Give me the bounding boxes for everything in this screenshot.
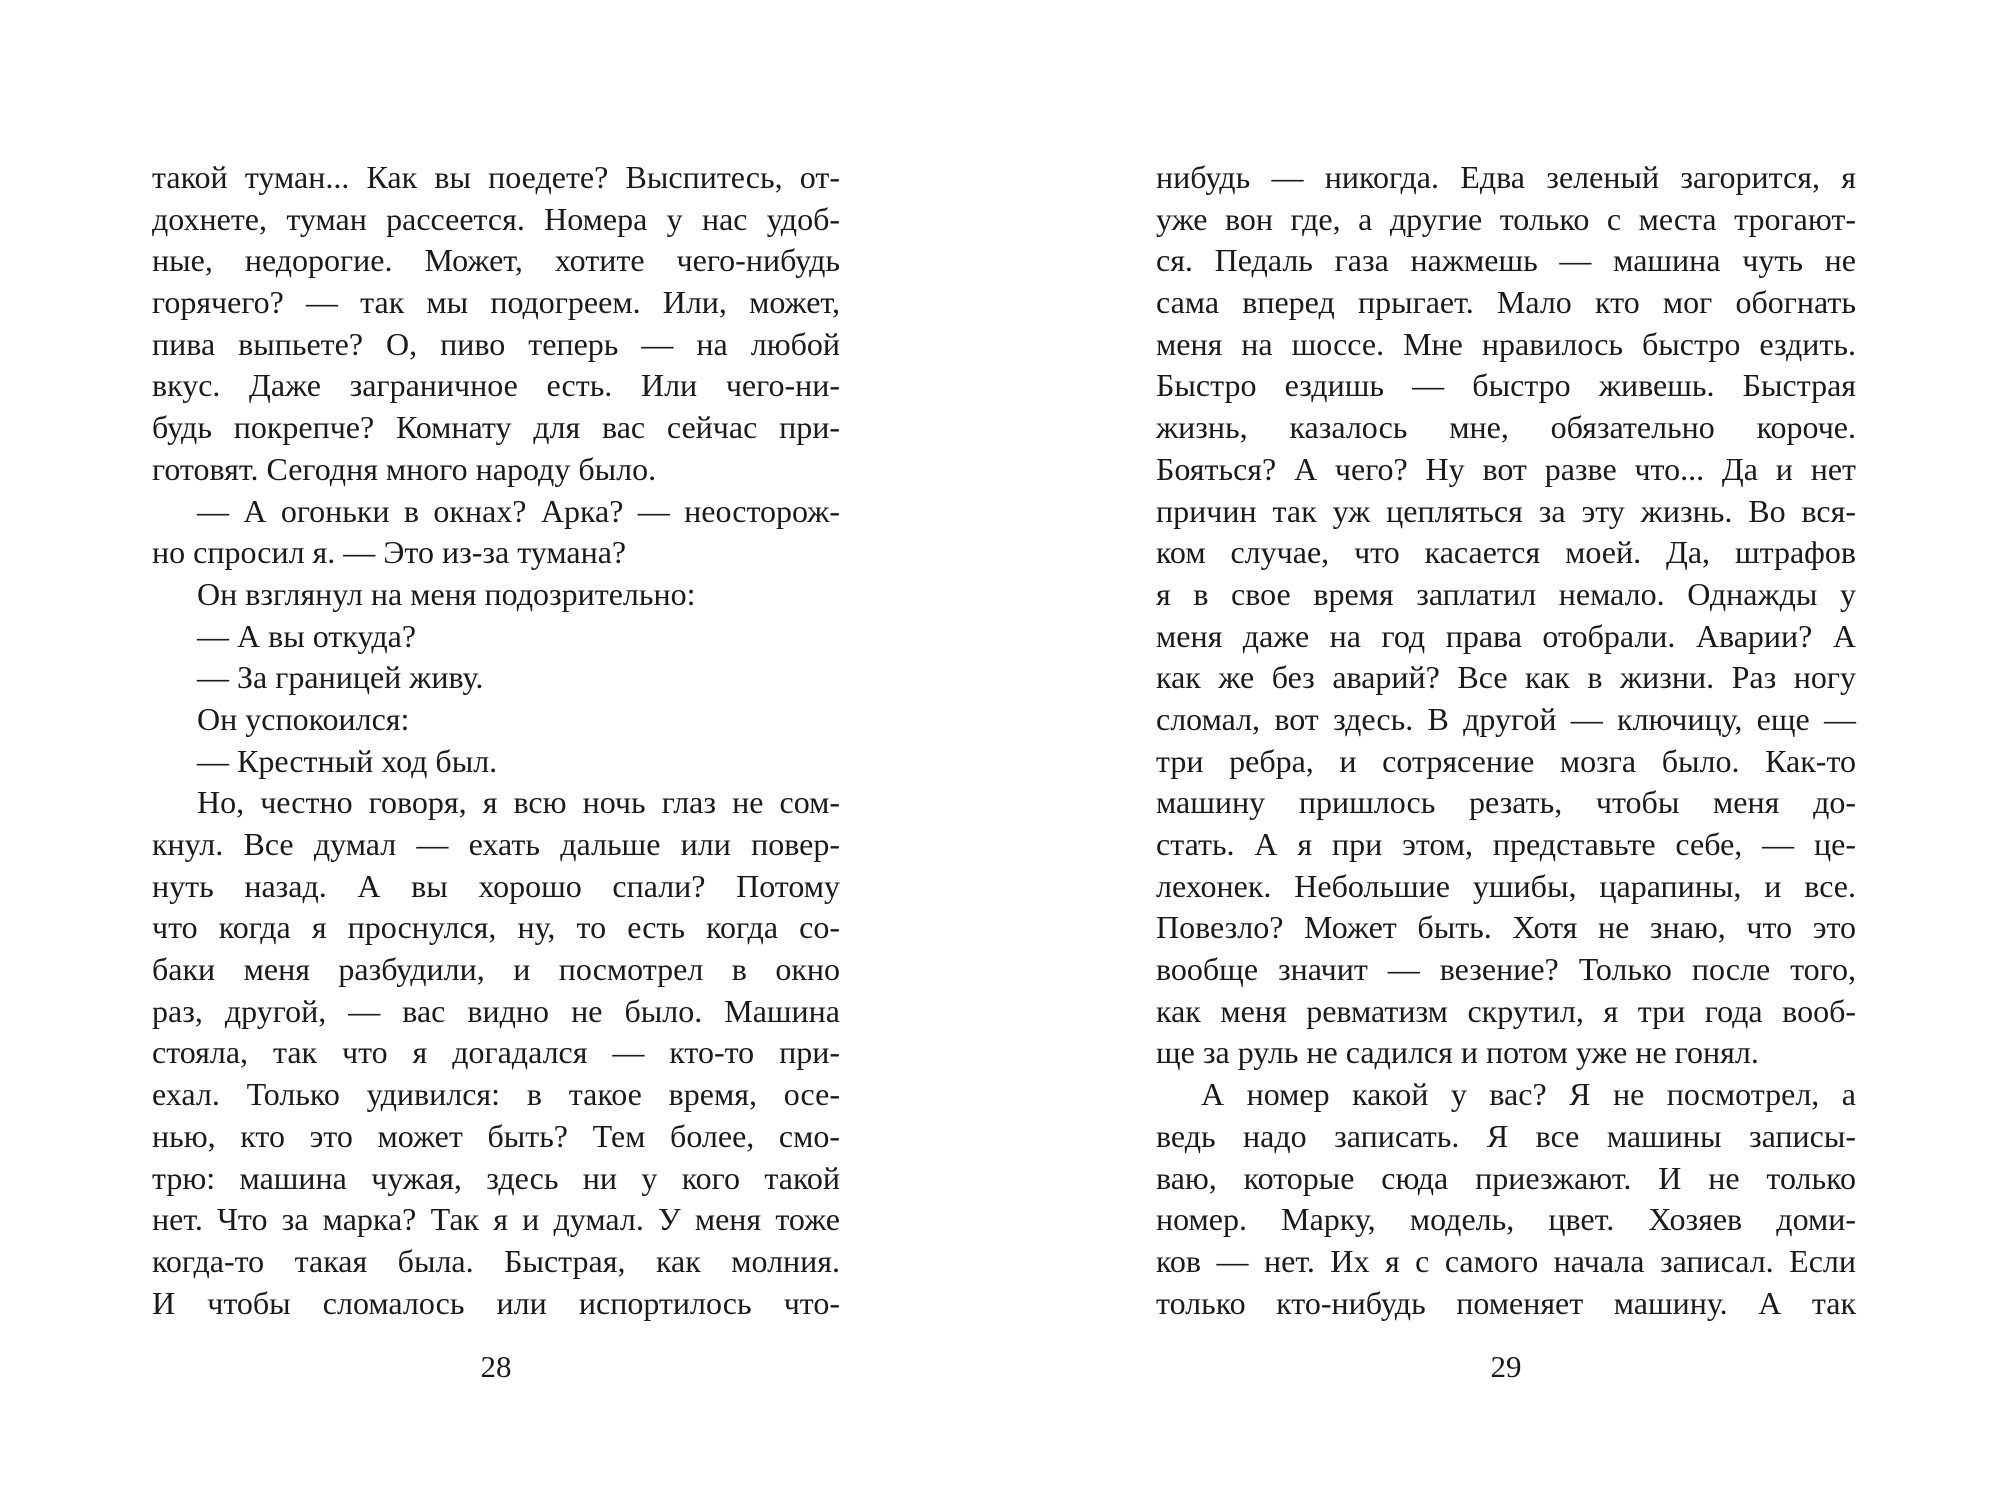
text-line: причин так уж цепляться за эту жизнь. Во вся- bbox=[1156, 492, 1856, 529]
text-line: ваю, которые сюда приезжают. И не только bbox=[1156, 1159, 1856, 1196]
text-line: ведь надо записать. Я все машины записы- bbox=[1156, 1117, 1856, 1154]
text-line: нуть назад. А вы хорошо спали? Потому bbox=[152, 867, 840, 904]
text-line: лехонек. Небольшие ушибы, царапины, и все. bbox=[1156, 867, 1856, 904]
text-line: стояла, так что я догадался — кто-то при- bbox=[152, 1034, 840, 1071]
text-line: ехал. Только удивился: в такое время, осе- bbox=[152, 1076, 840, 1113]
text-line: жизнь, казалось мне, обязательно короче. bbox=[1156, 409, 1856, 446]
text-line: трю: машина чужая, здесь ни у кого такой bbox=[152, 1159, 840, 1196]
text-line: как меня ревматизм скрутил, я три года вооб- bbox=[1156, 992, 1856, 1029]
text-line: Но, честно говоря, я всю ночь глаз не сом- bbox=[197, 784, 840, 821]
text-line: вообще значит — везение? Только после того, bbox=[1156, 951, 1856, 988]
text-line: ков — нет. Их я с самого начала записал. Если bbox=[1156, 1242, 1856, 1279]
text-line: ся. Педаль газа нажмешь — машина чуть не bbox=[1156, 242, 1856, 279]
text-line: кнул. Все думал — ехать дальше или повер- bbox=[152, 826, 840, 862]
left-page bbox=[152, 157, 840, 1387]
text-line: когда-то такая была. Быстрая, как молния. bbox=[152, 1242, 840, 1279]
page-number: 28 bbox=[480, 1349, 512, 1384]
text-line: готовят. Сегодня много народу было. bbox=[152, 450, 657, 487]
text-line: раз, другой, — вас видно не было. Машина bbox=[152, 992, 840, 1029]
text-line: Бояться? А чего? Ну вот разве что... Да и нет bbox=[1156, 450, 1856, 487]
text-line: как же без аварий? Все как в жизни. Раз ногу bbox=[1156, 659, 1856, 696]
left-page-text bbox=[152, 157, 840, 1324]
text-line: стать. А я при этом, представьте себе, — це- bbox=[1156, 826, 1856, 862]
text-line: уже вон где, а другие только с места трогают- bbox=[1156, 200, 1856, 237]
text-line: А номер какой у вас? Я не посмотрел, а bbox=[1201, 1076, 1856, 1113]
text-line: баки меня разбудили, и посмотрел в окно bbox=[152, 951, 840, 988]
text-line: я в свое время заплатил немало. Однажды у bbox=[1156, 575, 1856, 612]
text-line: вкус. Даже заграничное есть. Или чего-ни- bbox=[152, 367, 840, 404]
text-line: нибудь — никогда. Едва зеленый загорится, я bbox=[1156, 159, 1856, 195]
text-line: три ребра, и сотрясение мозга было. Как-то bbox=[1156, 742, 1856, 779]
text-line: пива выпьете? О, пиво теперь — на любой bbox=[152, 325, 840, 362]
page-number: 29 bbox=[1490, 1349, 1522, 1384]
text-line: что когда я проснулся, ну, то есть когда со- bbox=[152, 909, 840, 946]
right-page bbox=[1156, 157, 1856, 1387]
text-line: такой туман... Как вы поедете? Выспитесь, от- bbox=[152, 159, 840, 195]
text-line: Он успокоился: bbox=[197, 700, 410, 737]
text-line: Быстро ездишь — быстро живешь. Быстрая bbox=[1156, 367, 1856, 404]
text-line: только кто-нибудь поменяет машину. А так bbox=[1156, 1284, 1856, 1321]
text-line: нью, кто это может быть? Тем более, смо- bbox=[152, 1117, 840, 1154]
text-line: меня на шоссе. Мне нравилось быстро ездить. bbox=[1156, 325, 1856, 362]
text-line: сломал, вот здесь. В другой — ключицу, еще — bbox=[1156, 700, 1856, 737]
text-line: нет. Что за марка? Так я и думал. У меня тоже bbox=[152, 1201, 840, 1238]
text-line: — За границей живу. bbox=[197, 659, 484, 696]
text-line: машину пришлось резать, чтобы меня до- bbox=[1156, 784, 1856, 821]
text-line: но спросил я. — Это из-за тумана? bbox=[152, 534, 627, 571]
text-line: будь покрепче? Комнату для вас сейчас при- bbox=[152, 409, 840, 446]
text-line: — А огоньки в окнах? Арка? — неосторож- bbox=[197, 492, 840, 529]
text-line: — Крестный ход был. bbox=[197, 742, 498, 779]
text-line: ком случае, что касается моей. Да, штрафов bbox=[1156, 534, 1856, 571]
text-line: Он взглянул на меня подозрительно: bbox=[197, 575, 696, 612]
text-line: Повезло? Может быть. Хотя не знаю, что это bbox=[1156, 909, 1856, 946]
text-line: ные, недорогие. Может, хотите чего-нибудь bbox=[152, 242, 840, 279]
text-line: И чтобы сломалось или испортилось что- bbox=[152, 1284, 840, 1321]
text-line: ще за руль не садился и потом уже не гонял. bbox=[1156, 1034, 1759, 1071]
text-line: номер. Марку, модель, цвет. Хозяев доми- bbox=[1156, 1201, 1856, 1238]
right-page-text bbox=[1156, 157, 1856, 1324]
text-line: сама вперед прыгает. Мало кто мог обогнать bbox=[1156, 284, 1856, 321]
text-line: горячего? — так мы подогреем. Или, может, bbox=[152, 284, 840, 321]
text-line: меня даже на год права отобрали. Аварии? А bbox=[1156, 617, 1856, 654]
text-line: дохнете, туман рассеется. Номера у нас удоб- bbox=[152, 200, 840, 237]
text-line: — А вы откуда? bbox=[197, 617, 417, 654]
